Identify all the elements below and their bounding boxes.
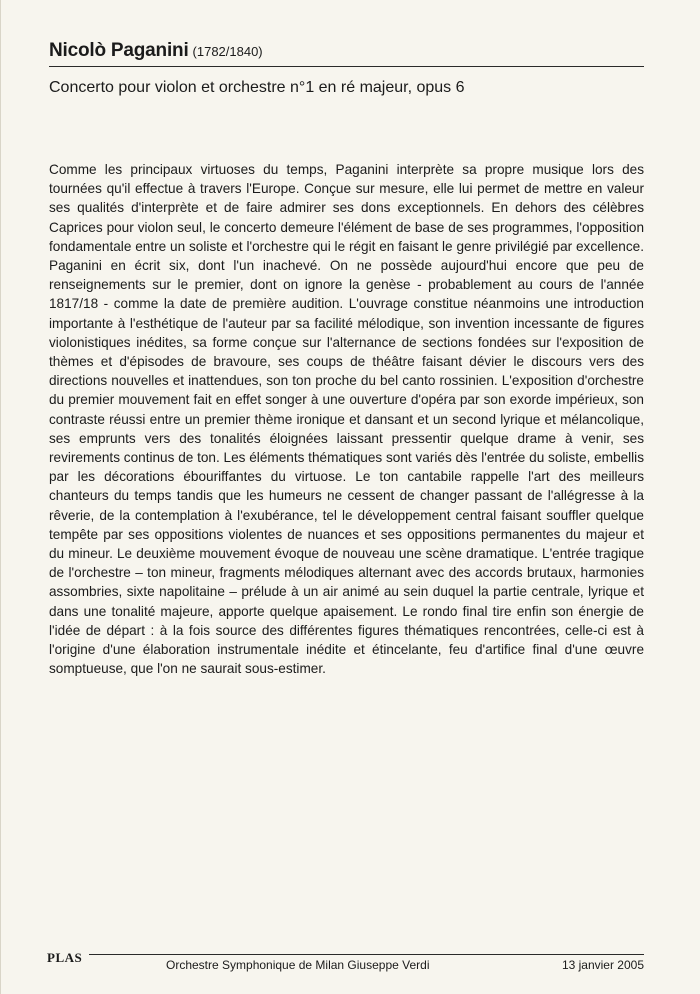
composer-dates: (1782/1840) <box>192 44 263 59</box>
composer-name: Nicolò Paganini <box>49 40 189 61</box>
body-paragraph: Comme les principaux virtuoses du temps, Paganini interprète sa propre musique lors des tournées qu'il effectue à travers l'Europe. Conçue sur mesure, elle lui permet de mettre en valeur ses qualités d'interprète et de faire admirer ses dons exceptionnels. En dehors des célèbres Caprices pour violon seul, le concerto demeure l'élément de base de ses programmes, l'opposition fondamentale entre un soliste et l'orchestre qui le régit en faisant le genre privilégié par excellence. Paganini en écrit six, dont l'un inachevé. On ne possède aujourd'hui encore que peu de renseignements sur le premier, dont on ignore la genèse - probablement au cours de l'année 1817/18 - comme la date de première audition. L'ouvrage constitue néanmoins une introduction importante à l'esthétique de l'auteur par sa facilité mélodique, son invention incessante de figures violonistiques inédites, sa forme conçue sur l'alternance de sections fondées sur l'exposition de thèmes et d'épisodes de bravoure, ses coups de théâtre faisant dévier le discours vers des directions nouvelles et inattendues, son ton proche du bel canto rossinien. L'exposition d'orchestre du premier mouvement fait en effet songer à une ouverture d'opéra par son exorde impérieux, son contraste réussi entre un premier thème ironique et dansant et un second lyrique et mélancolique, ses emprunts vers des tonalités éloignées laissant pressentir quelque drame à venir, ses revirements continus de ton. Les éléments thématiques sont variés dès l'entrée du soliste, embellis par les décorations ébouriffantes du virtuose. Le ton cantabile rappelle l'art des meilleurs chanteurs du temps tandis que les humeurs ne cessent de changer passant de l'allégresse à la rêverie, de la contemplation à l'exubérance, tel le développement central faisant souffler quelque tempête par ses oppositions violentes de nuances et ses oppositions permanentes du majeur et du mineur. Le deuxième mouvement évoque de nouveau une scène dramatique. L'entrée tragique de l'orchestre – ton mineur, fragments mélodiques alternant avec des accords brutaux, harmonies assombries, sixte napolitaine – prélude à un air animé au sein duquel la partie centrale, lyrique et dans une tonalité majeure, apporte quelque apaisement. Le rondo final tire enfin son énergie de l'idée de départ : à la fois source des différentes figures thématiques rencontrées, celle-ci est à l'origine d'une élaboration instrumentale inédite et étincelante, feu d'artifice final d'une œuvre somptueuse, que l'on ne saurait sous-estimer. <box>49 162 644 677</box>
footer-date: 13 janvier 2005 <box>561 958 644 972</box>
footer-rule <box>89 954 644 955</box>
footer <box>49 950 644 974</box>
composer-line <box>49 40 644 67</box>
footer-organization: Orchestre Symphonique de Milan Giuseppe Verdi <box>166 958 430 972</box>
footer-logo: PLAS <box>47 950 83 965</box>
work-title: Concerto pour violon et orchestre n°1 en ré majeur, opus 6 <box>49 79 465 96</box>
header <box>49 40 644 97</box>
